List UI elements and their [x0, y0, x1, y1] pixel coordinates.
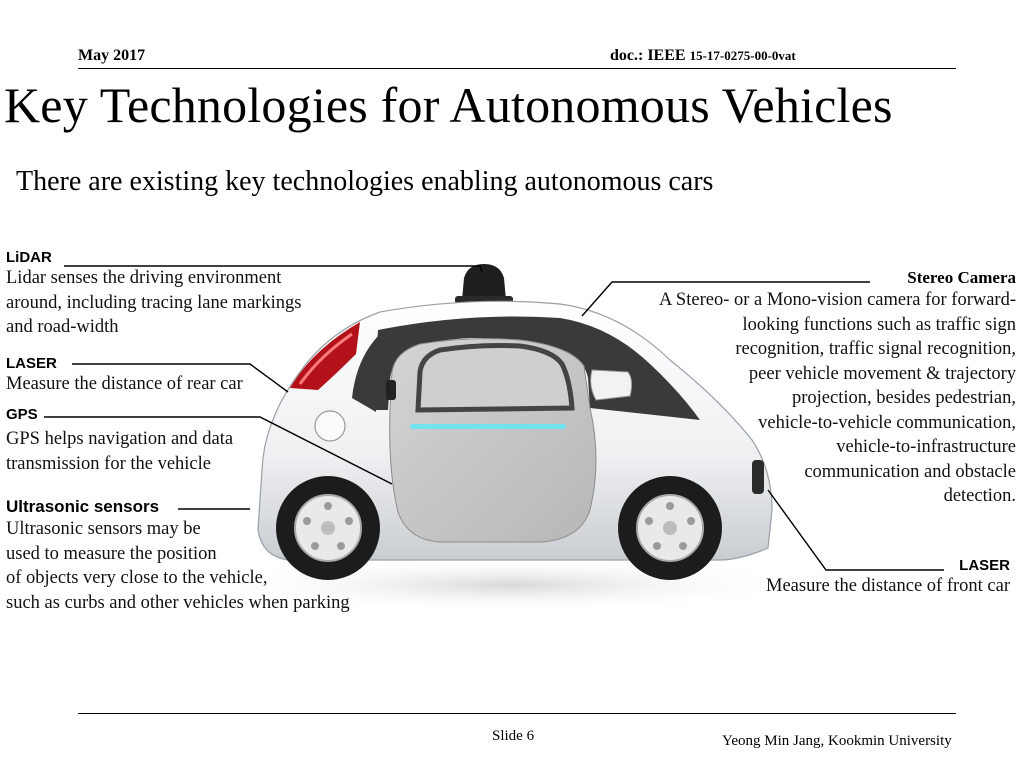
callout-stereo-line: detection. — [943, 486, 1016, 506]
light-bar — [410, 424, 566, 429]
callout-stereo-line: vehicle-to-vehicle communication, — [758, 412, 1016, 433]
callout-lidar-text — [6, 266, 301, 340]
callout-laser-front-label: LASER — [959, 557, 1010, 574]
callout-stereo-label: Stereo Camera — [907, 268, 1016, 287]
callout-laser-front — [690, 557, 1010, 599]
header-date: May 2017 — [78, 47, 146, 64]
footer-author: Yeong Min Jang, Kookmin University — [722, 733, 952, 749]
charge-port — [315, 411, 345, 441]
callout-lidar-line: and road-width — [6, 317, 119, 337]
callout-laser-front-text: Measure the distance of front car — [766, 576, 1010, 596]
callout-stereo-line: projection, besides pedestrian, — [792, 388, 1016, 408]
callout-gps-label: GPS — [6, 406, 38, 423]
callout-gps-text — [6, 427, 233, 476]
callout-lidar-line: around, including tracing lane markings — [6, 292, 302, 313]
callout-stereo-line: A Stereo- or a Mono-vision camera for forward- — [658, 290, 1016, 310]
footer-rule — [78, 713, 956, 714]
lidar-dome — [462, 264, 506, 300]
callout-stereo-line: recognition, traffic signal recognition, — [735, 339, 1016, 359]
callout-ultrasonic-label: Ultrasonic sensors — [6, 497, 160, 516]
callout-ultrasonic-text — [6, 517, 350, 615]
door-handle — [386, 380, 396, 400]
callout-laser-rear-text: Measure the distance of rear car — [6, 374, 243, 394]
callout-stereo-line: looking functions such as traffic sign — [742, 314, 1016, 335]
callout-ultrasonic-line: used to measure the position — [6, 543, 217, 564]
callout-lidar-line: Lidar senses the driving environment — [6, 268, 282, 288]
callout-lidar-label: LiDAR — [6, 249, 52, 266]
callout-ultrasonic — [6, 497, 350, 615]
slide-subtitle: There are existing key technologies enabling autonomous cars — [16, 166, 714, 197]
callout-stereo-line: peer vehicle movement & trajectory — [748, 363, 1016, 384]
callout-stereo-camera — [596, 268, 1016, 509]
callout-ultrasonic-line: of objects very close to the vehicle, — [6, 568, 268, 588]
callout-stereo-line: vehicle-to-infrastructure — [836, 437, 1016, 457]
slide-title: Key Technologies for Autonomous Vehicles — [4, 77, 893, 133]
callout-gps-line: GPS helps navigation and data — [6, 429, 234, 449]
callout-laser-rear-label: LASER — [6, 355, 57, 372]
callout-gps-line: transmission for the vehicle — [6, 453, 211, 474]
callout-ultrasonic-line: such as curbs and other vehicles when parking — [6, 592, 350, 613]
callout-ultrasonic-line: Ultrasonic sensors may be — [6, 519, 201, 539]
callout-stereo-text — [596, 288, 1016, 509]
callout-stereo-line: communication and obstacle — [804, 461, 1016, 482]
header-doc-prefix: doc.: IEEE — [610, 47, 686, 64]
door-window — [418, 346, 572, 411]
footer-slide-number: Slide 6 — [492, 728, 535, 744]
callout-lidar — [6, 249, 301, 340]
header-doc-number: 15-17-0275-00-0vat — [689, 48, 796, 63]
callout-laser-rear — [6, 355, 243, 397]
callout-gps — [6, 406, 233, 476]
